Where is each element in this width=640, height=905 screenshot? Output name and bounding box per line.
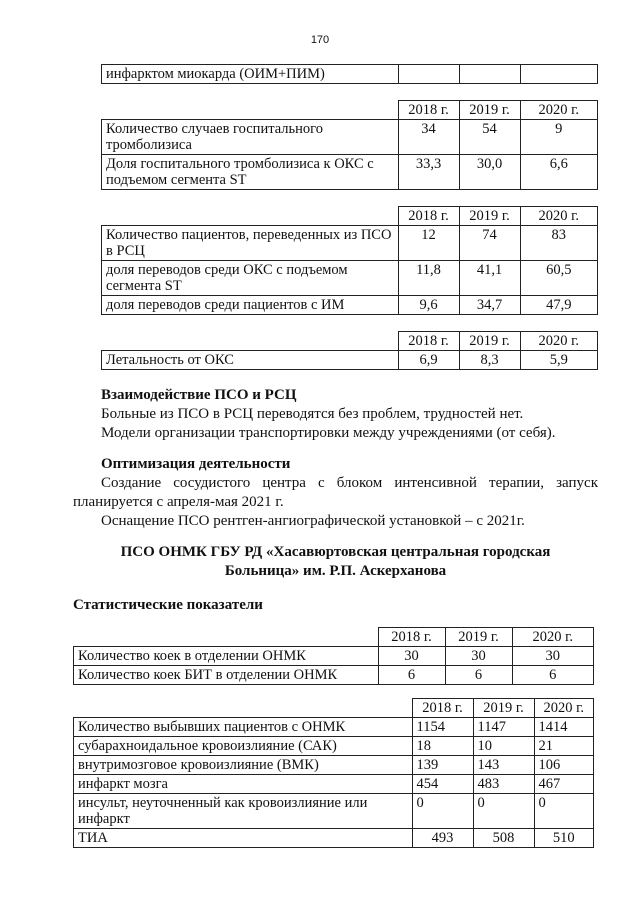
cell-value: 510 <box>534 829 594 848</box>
table-discharged-patients <box>73 698 594 848</box>
cell-value: 6 <box>378 666 445 685</box>
table-header-row <box>74 628 594 647</box>
table-row <box>74 718 594 737</box>
empty-header-cell <box>102 332 399 351</box>
cell-value: 1414 <box>534 718 594 737</box>
table-row <box>102 155 598 190</box>
cell-value: 483 <box>473 775 534 794</box>
table-row <box>102 261 598 296</box>
section-title <box>73 543 598 581</box>
table-row <box>74 794 594 829</box>
column-header: 2019 г. <box>459 101 520 120</box>
table-row <box>102 296 598 315</box>
row-label: инсульт, неуточненный как кровоизлияние или инфаркт <box>74 794 413 829</box>
cell-value: 143 <box>473 756 534 775</box>
table-header-row <box>102 207 598 226</box>
optimization-para-2: Оснащение ПСО рентген-ангиографической установкой – с 2021г. <box>101 513 525 529</box>
cell-value: 34 <box>398 120 459 155</box>
cell-value: 1147 <box>473 718 534 737</box>
table-row <box>102 65 598 84</box>
section-title-line-2: Больница» им. Р.П. Аскерханова <box>224 563 447 579</box>
row-label: доля переводов среди пациентов с ИМ <box>102 296 399 315</box>
table-row <box>74 775 594 794</box>
column-header: 2019 г. <box>459 207 520 226</box>
cell-value: 6,6 <box>520 155 598 190</box>
cell-value: 6 <box>445 666 512 685</box>
cell-value: 508 <box>473 829 534 848</box>
column-header: 2018 г. <box>398 332 459 351</box>
row-label: субарахноидальное кровоизлияние (САК) <box>74 737 413 756</box>
table-row <box>102 226 598 261</box>
interaction-line-1: Больные из ПСО в РСЦ переводятся без проблем, трудностей нет. <box>101 406 524 422</box>
table-row <box>74 737 594 756</box>
cell-value: 106 <box>534 756 594 775</box>
cell-value: 74 <box>459 226 520 261</box>
cell-value: 139 <box>412 756 473 775</box>
cell-value: 0 <box>412 794 473 829</box>
table-transfers <box>101 206 598 315</box>
table-beds <box>73 627 594 685</box>
cell-value: 10 <box>473 737 534 756</box>
row-label: инфарктом миокарда (ОИМ+ПИМ) <box>102 65 399 84</box>
cell-value: 493 <box>412 829 473 848</box>
cell-value: 8,3 <box>459 351 520 370</box>
column-header: 2018 г. <box>412 699 473 718</box>
cell-value: 30 <box>512 647 594 666</box>
row-label: Количество случаев госпитального тромболизиса <box>102 120 399 155</box>
table-header-row <box>102 332 598 351</box>
row-label: Количество коек в отделении ОНМК <box>74 647 379 666</box>
cell-value: 30,0 <box>459 155 520 190</box>
row-label: инфаркт мозга <box>74 775 413 794</box>
column-header: 2020 г. <box>520 207 598 226</box>
column-header: 2019 г. <box>445 628 512 647</box>
cell-value: 30 <box>378 647 445 666</box>
cell-value: 467 <box>534 775 594 794</box>
cell-value: 9 <box>520 120 598 155</box>
cell-value: 47,9 <box>520 296 598 315</box>
cell-value: 1154 <box>412 718 473 737</box>
cell-value: 60,5 <box>520 261 598 296</box>
column-header: 2020 г. <box>534 699 594 718</box>
empty-header-cell <box>102 101 399 120</box>
column-header: 2018 г. <box>378 628 445 647</box>
row-label: Количество выбывших пациентов с ОНМК <box>74 718 413 737</box>
cell-value: 0 <box>534 794 594 829</box>
empty-header-cell <box>74 628 379 647</box>
table-row <box>102 351 598 370</box>
empty-header-cell <box>102 207 399 226</box>
cell-value: 6 <box>512 666 594 685</box>
optimization-para-1: Создание сосудистого центра с блоком интенсивной терапии, запуск планируется с апреля-мая 2021 г. <box>73 475 598 510</box>
cell-value: 0 <box>473 794 534 829</box>
row-label: Доля госпитального тромболизиса к ОКС с подъемом сегмента ST <box>102 155 399 190</box>
table-row <box>74 829 594 848</box>
interaction-line-2: Модели организации транспортировки между учреждениями (от себя). <box>101 425 556 441</box>
section-title-line-1: ПСО ОНМК ГБУ РД «Хасавюртовская центральная городская <box>120 544 551 560</box>
empty-header-cell <box>74 699 413 718</box>
empty-cell <box>521 65 598 84</box>
cell-value: 54 <box>459 120 520 155</box>
cell-value: 21 <box>534 737 594 756</box>
table-row <box>102 120 598 155</box>
table-header-row <box>102 101 598 120</box>
cell-value: 12 <box>398 226 459 261</box>
optimization-heading: Оптимизация деятельности <box>101 456 291 472</box>
cell-value: 6,9 <box>398 351 459 370</box>
cell-value: 33,3 <box>398 155 459 190</box>
row-label: ТИА <box>74 829 413 848</box>
table-mortality <box>101 331 598 370</box>
cell-value: 454 <box>412 775 473 794</box>
interaction-heading: Взаимодействие ПСО и РСЦ <box>101 387 297 403</box>
column-header: 2020 г. <box>520 101 598 120</box>
empty-cell <box>399 65 460 84</box>
stats-heading: Статистические показатели <box>73 597 263 613</box>
table-row <box>74 756 594 775</box>
empty-cell <box>460 65 521 84</box>
cell-value: 41,1 <box>459 261 520 296</box>
row-label: Количество пациентов, переведенных из ПСО в РСЦ <box>102 226 399 261</box>
table-row <box>74 666 594 685</box>
cell-value: 83 <box>520 226 598 261</box>
column-header: 2018 г. <box>398 101 459 120</box>
page-number: 170 <box>310 34 330 46</box>
row-label: Количество коек БИТ в отделении ОНМК <box>74 666 379 685</box>
row-label: доля переводов среди ОКС с подъемом сегмента ST <box>102 261 399 296</box>
cell-value: 9,6 <box>398 296 459 315</box>
cell-value: 11,8 <box>398 261 459 296</box>
column-header: 2019 г. <box>459 332 520 351</box>
cell-value: 5,9 <box>520 351 598 370</box>
table-row <box>74 647 594 666</box>
column-header: 2018 г. <box>398 207 459 226</box>
column-header: 2020 г. <box>520 332 598 351</box>
column-header: 2020 г. <box>512 628 594 647</box>
table-thrombolysis <box>101 100 598 190</box>
cell-value: 34,7 <box>459 296 520 315</box>
column-header: 2019 г. <box>473 699 534 718</box>
cell-value: 30 <box>445 647 512 666</box>
table-fragment <box>101 64 598 84</box>
table-header-row <box>74 699 594 718</box>
cell-value: 18 <box>412 737 473 756</box>
row-label: внутримозговое кровоизлияние (ВМК) <box>74 756 413 775</box>
row-label: Летальность от ОКС <box>102 351 399 370</box>
